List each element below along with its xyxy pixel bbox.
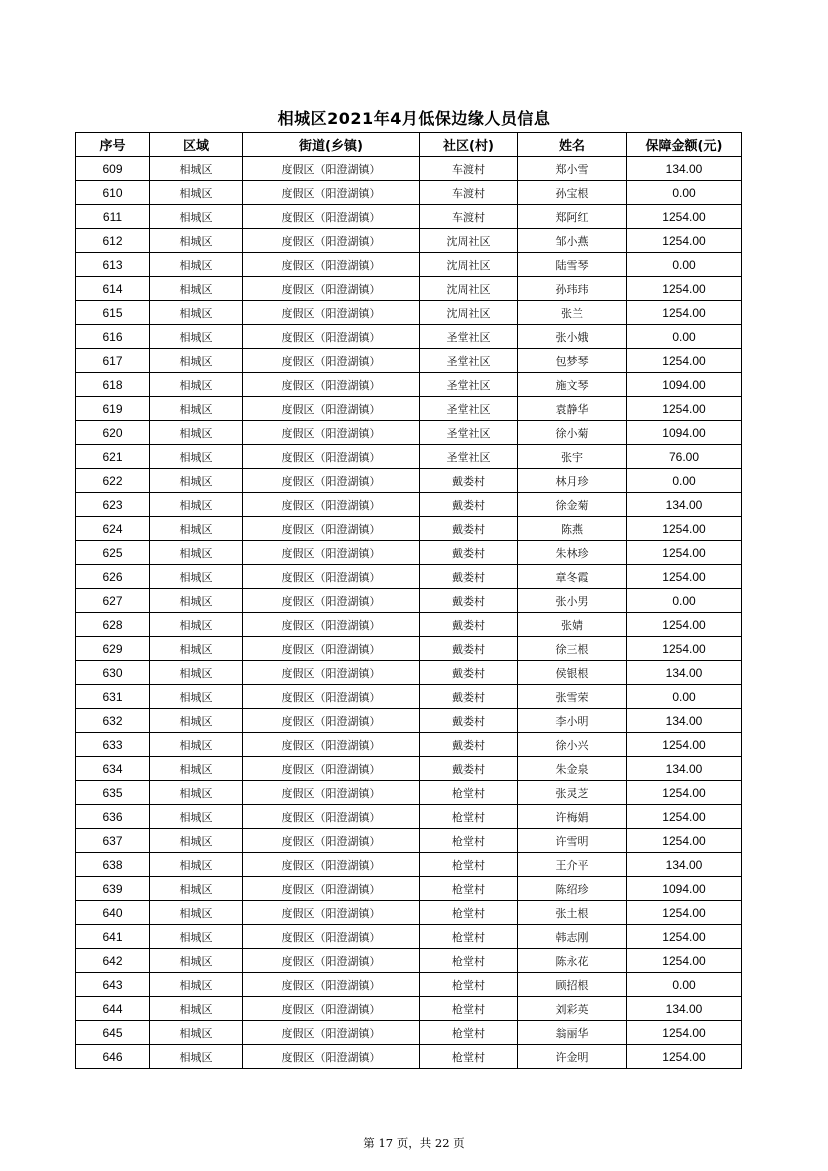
table-row	[76, 181, 742, 205]
table-row	[76, 325, 742, 349]
cell-name: 张土根	[518, 901, 627, 925]
cell-street: 度假区（阳澄湖镇）	[243, 1021, 420, 1045]
cell-street: 度假区（阳澄湖镇）	[243, 397, 420, 421]
cell-name: 张灵芝	[518, 781, 627, 805]
cell-community: 戴娄村	[420, 469, 518, 493]
table-row	[76, 517, 742, 541]
page-footer: 第 17 页，共 22 页	[363, 1136, 465, 1150]
table-row	[76, 901, 742, 925]
table-header-row	[76, 133, 742, 157]
cell-community: 戴娄村	[420, 685, 518, 709]
cell-community: 枪堂村	[420, 949, 518, 973]
cell-district: 相城区	[150, 901, 243, 925]
cell-serial: 617	[76, 349, 150, 373]
cell-name: 陈永花	[518, 949, 627, 973]
cell-district: 相城区	[150, 277, 243, 301]
cell-amount: 134.00	[627, 493, 742, 517]
cell-district: 相城区	[150, 373, 243, 397]
cell-serial: 622	[76, 469, 150, 493]
cell-serial: 620	[76, 421, 150, 445]
cell-serial: 628	[76, 613, 150, 637]
cell-community: 车渡村	[420, 205, 518, 229]
cell-amount: 134.00	[627, 157, 742, 181]
cell-serial: 644	[76, 997, 150, 1021]
cell-street: 度假区（阳澄湖镇）	[243, 229, 420, 253]
cell-serial: 632	[76, 709, 150, 733]
table-row	[76, 565, 742, 589]
cell-district: 相城区	[150, 421, 243, 445]
cell-community: 沈周社区	[420, 253, 518, 277]
cell-name: 陆雪琴	[518, 253, 627, 277]
cell-serial: 626	[76, 565, 150, 589]
cell-amount: 1254.00	[627, 925, 742, 949]
cell-amount: 1094.00	[627, 877, 742, 901]
cell-district: 相城区	[150, 1045, 243, 1069]
cell-community: 枪堂村	[420, 781, 518, 805]
table-row	[76, 397, 742, 421]
cell-community: 戴娄村	[420, 517, 518, 541]
table-row	[76, 973, 742, 997]
document-title: 相城区2021年4月低保边缘人员信息	[277, 109, 551, 128]
cell-amount: 0.00	[627, 469, 742, 493]
cell-amount: 0.00	[627, 253, 742, 277]
cell-street: 度假区（阳澄湖镇）	[243, 781, 420, 805]
cell-serial: 624	[76, 517, 150, 541]
cell-street: 度假区（阳澄湖镇）	[243, 973, 420, 997]
cell-street: 度假区（阳澄湖镇）	[243, 1045, 420, 1069]
cell-community: 戴娄村	[420, 589, 518, 613]
table-row	[76, 925, 742, 949]
cell-name: 侯银根	[518, 661, 627, 685]
cell-community: 戴娄村	[420, 541, 518, 565]
cell-community: 圣堂社区	[420, 445, 518, 469]
cell-name: 刘彩英	[518, 997, 627, 1021]
cell-district: 相城区	[150, 997, 243, 1021]
header-serial: 序号	[76, 133, 150, 157]
cell-name: 韩志刚	[518, 925, 627, 949]
cell-community: 圣堂社区	[420, 421, 518, 445]
cell-district: 相城区	[150, 829, 243, 853]
cell-serial: 610	[76, 181, 150, 205]
cell-serial: 621	[76, 445, 150, 469]
cell-community: 戴娄村	[420, 733, 518, 757]
cell-amount: 76.00	[627, 445, 742, 469]
cell-district: 相城区	[150, 397, 243, 421]
cell-street: 度假区（阳澄湖镇）	[243, 181, 420, 205]
cell-serial: 611	[76, 205, 150, 229]
cell-street: 度假区（阳澄湖镇）	[243, 277, 420, 301]
cell-street: 度假区（阳澄湖镇）	[243, 949, 420, 973]
cell-serial: 618	[76, 373, 150, 397]
table-row	[76, 205, 742, 229]
cell-serial: 616	[76, 325, 150, 349]
cell-district: 相城区	[150, 781, 243, 805]
cell-name: 许梅娟	[518, 805, 627, 829]
cell-amount: 1254.00	[627, 901, 742, 925]
cell-name: 张兰	[518, 301, 627, 325]
cell-amount: 134.00	[627, 853, 742, 877]
cell-name: 张宇	[518, 445, 627, 469]
cell-street: 度假区（阳澄湖镇）	[243, 877, 420, 901]
cell-serial: 640	[76, 901, 150, 925]
cell-name: 翁丽华	[518, 1021, 627, 1045]
cell-name: 顾招根	[518, 973, 627, 997]
cell-district: 相城区	[150, 589, 243, 613]
cell-street: 度假区（阳澄湖镇）	[243, 901, 420, 925]
cell-name: 许雪明	[518, 829, 627, 853]
table-row	[76, 853, 742, 877]
cell-name: 章冬霞	[518, 565, 627, 589]
cell-street: 度假区（阳澄湖镇）	[243, 517, 420, 541]
cell-amount: 134.00	[627, 757, 742, 781]
cell-street: 度假区（阳澄湖镇）	[243, 373, 420, 397]
cell-name: 邹小燕	[518, 229, 627, 253]
cell-street: 度假区（阳澄湖镇）	[243, 925, 420, 949]
table-row	[76, 949, 742, 973]
cell-district: 相城区	[150, 229, 243, 253]
cell-district: 相城区	[150, 661, 243, 685]
cell-community: 枪堂村	[420, 1045, 518, 1069]
cell-name: 郑阿红	[518, 205, 627, 229]
cell-amount: 1094.00	[627, 421, 742, 445]
cell-serial: 609	[76, 157, 150, 181]
cell-district: 相城区	[150, 949, 243, 973]
cell-district: 相城区	[150, 925, 243, 949]
cell-amount: 1254.00	[627, 565, 742, 589]
cell-street: 度假区（阳澄湖镇）	[243, 661, 420, 685]
cell-street: 度假区（阳澄湖镇）	[243, 589, 420, 613]
cell-street: 度假区（阳澄湖镇）	[243, 421, 420, 445]
cell-district: 相城区	[150, 253, 243, 277]
cell-name: 孙宝根	[518, 181, 627, 205]
cell-street: 度假区（阳澄湖镇）	[243, 253, 420, 277]
cell-name: 许金明	[518, 1045, 627, 1069]
cell-district: 相城区	[150, 493, 243, 517]
cell-district: 相城区	[150, 973, 243, 997]
cell-district: 相城区	[150, 685, 243, 709]
cell-amount: 1254.00	[627, 517, 742, 541]
cell-amount: 1254.00	[627, 397, 742, 421]
cell-district: 相城区	[150, 325, 243, 349]
cell-district: 相城区	[150, 541, 243, 565]
cell-amount: 1254.00	[627, 541, 742, 565]
cell-street: 度假区（阳澄湖镇）	[243, 325, 420, 349]
cell-serial: 635	[76, 781, 150, 805]
cell-community: 枪堂村	[420, 925, 518, 949]
cell-serial: 637	[76, 829, 150, 853]
cell-community: 戴娄村	[420, 757, 518, 781]
cell-name: 袁静华	[518, 397, 627, 421]
cell-serial: 614	[76, 277, 150, 301]
table-row	[76, 733, 742, 757]
table-row	[76, 685, 742, 709]
cell-street: 度假区（阳澄湖镇）	[243, 157, 420, 181]
table-row	[76, 661, 742, 685]
table-row	[76, 757, 742, 781]
cell-street: 度假区（阳澄湖镇）	[243, 493, 420, 517]
cell-amount: 1254.00	[627, 1045, 742, 1069]
table-row	[76, 541, 742, 565]
cell-district: 相城区	[150, 733, 243, 757]
cell-serial: 641	[76, 925, 150, 949]
table-row	[76, 445, 742, 469]
cell-amount: 1254.00	[627, 301, 742, 325]
cell-community: 枪堂村	[420, 973, 518, 997]
cell-district: 相城区	[150, 1021, 243, 1045]
cell-district: 相城区	[150, 805, 243, 829]
cell-district: 相城区	[150, 349, 243, 373]
table-row	[76, 829, 742, 853]
cell-amount: 0.00	[627, 685, 742, 709]
table-row	[76, 781, 742, 805]
cell-district: 相城区	[150, 565, 243, 589]
cell-serial: 636	[76, 805, 150, 829]
cell-amount: 1254.00	[627, 277, 742, 301]
cell-name: 陈燕	[518, 517, 627, 541]
table-row	[76, 709, 742, 733]
cell-street: 度假区（阳澄湖镇）	[243, 301, 420, 325]
cell-name: 王介平	[518, 853, 627, 877]
cell-district: 相城区	[150, 877, 243, 901]
cell-name: 徐三根	[518, 637, 627, 661]
cell-serial: 613	[76, 253, 150, 277]
table-row	[76, 493, 742, 517]
table-row	[76, 877, 742, 901]
cell-community: 枪堂村	[420, 853, 518, 877]
cell-amount: 1254.00	[627, 205, 742, 229]
cell-amount: 1254.00	[627, 1021, 742, 1045]
cell-street: 度假区（阳澄湖镇）	[243, 805, 420, 829]
cell-community: 沈周社区	[420, 301, 518, 325]
cell-community: 车渡村	[420, 157, 518, 181]
cell-street: 度假区（阳澄湖镇）	[243, 469, 420, 493]
cell-amount: 0.00	[627, 973, 742, 997]
cell-serial: 638	[76, 853, 150, 877]
cell-amount: 1254.00	[627, 349, 742, 373]
cell-amount: 0.00	[627, 589, 742, 613]
cell-district: 相城区	[150, 637, 243, 661]
cell-street: 度假区（阳澄湖镇）	[243, 541, 420, 565]
cell-street: 度假区（阳澄湖镇）	[243, 205, 420, 229]
cell-district: 相城区	[150, 301, 243, 325]
cell-name: 徐小菊	[518, 421, 627, 445]
cell-name: 陈绍珍	[518, 877, 627, 901]
cell-street: 度假区（阳澄湖镇）	[243, 709, 420, 733]
cell-amount: 1254.00	[627, 781, 742, 805]
table-row	[76, 229, 742, 253]
cell-amount: 1094.00	[627, 373, 742, 397]
cell-name: 孙玮玮	[518, 277, 627, 301]
cell-community: 圣堂社区	[420, 373, 518, 397]
cell-community: 圣堂社区	[420, 397, 518, 421]
cell-community: 戴娄村	[420, 565, 518, 589]
header-street: 街道(乡镇)	[243, 133, 420, 157]
cell-community: 枪堂村	[420, 805, 518, 829]
cell-district: 相城区	[150, 469, 243, 493]
cell-amount: 1254.00	[627, 829, 742, 853]
cell-district: 相城区	[150, 205, 243, 229]
table-row	[76, 1021, 742, 1045]
cell-serial: 645	[76, 1021, 150, 1045]
cell-community: 车渡村	[420, 181, 518, 205]
cell-community: 戴娄村	[420, 493, 518, 517]
table-body	[76, 157, 742, 1069]
cell-serial: 612	[76, 229, 150, 253]
cell-street: 度假区（阳澄湖镇）	[243, 685, 420, 709]
cell-serial: 639	[76, 877, 150, 901]
table-row	[76, 301, 742, 325]
cell-street: 度假区（阳澄湖镇）	[243, 733, 420, 757]
cell-street: 度假区（阳澄湖镇）	[243, 997, 420, 1021]
cell-name: 李小明	[518, 709, 627, 733]
cell-serial: 623	[76, 493, 150, 517]
cell-district: 相城区	[150, 445, 243, 469]
table-row	[76, 613, 742, 637]
cell-serial: 619	[76, 397, 150, 421]
cell-name: 徐金菊	[518, 493, 627, 517]
cell-street: 度假区（阳澄湖镇）	[243, 445, 420, 469]
cell-street: 度假区（阳澄湖镇）	[243, 757, 420, 781]
cell-district: 相城区	[150, 853, 243, 877]
cell-community: 枪堂村	[420, 829, 518, 853]
cell-name: 张小男	[518, 589, 627, 613]
cell-serial: 642	[76, 949, 150, 973]
cell-amount: 0.00	[627, 325, 742, 349]
cell-name: 朱金泉	[518, 757, 627, 781]
cell-name: 徐小兴	[518, 733, 627, 757]
cell-amount: 134.00	[627, 661, 742, 685]
table-row	[76, 157, 742, 181]
cell-community: 枪堂村	[420, 997, 518, 1021]
cell-street: 度假区（阳澄湖镇）	[243, 637, 420, 661]
cell-name: 包梦琴	[518, 349, 627, 373]
table-row	[76, 637, 742, 661]
table-row	[76, 805, 742, 829]
cell-community: 沈周社区	[420, 277, 518, 301]
table-row	[76, 421, 742, 445]
cell-amount: 1254.00	[627, 637, 742, 661]
cell-serial: 633	[76, 733, 150, 757]
cell-serial: 634	[76, 757, 150, 781]
cell-amount: 1254.00	[627, 229, 742, 253]
cell-community: 沈周社区	[420, 229, 518, 253]
cell-community: 戴娄村	[420, 661, 518, 685]
cell-community: 戴娄村	[420, 613, 518, 637]
cell-amount: 1254.00	[627, 613, 742, 637]
cell-serial: 627	[76, 589, 150, 613]
table-row	[76, 373, 742, 397]
cell-serial: 615	[76, 301, 150, 325]
cell-name: 朱林珍	[518, 541, 627, 565]
table-row	[76, 589, 742, 613]
cell-community: 戴娄村	[420, 637, 518, 661]
table-row	[76, 997, 742, 1021]
cell-name: 郑小雪	[518, 157, 627, 181]
cell-district: 相城区	[150, 613, 243, 637]
cell-serial: 625	[76, 541, 150, 565]
cell-amount: 1254.00	[627, 949, 742, 973]
cell-amount: 134.00	[627, 709, 742, 733]
cell-name: 张雪荣	[518, 685, 627, 709]
table-row	[76, 253, 742, 277]
cell-serial: 629	[76, 637, 150, 661]
table-row	[76, 349, 742, 373]
cell-street: 度假区（阳澄湖镇）	[243, 613, 420, 637]
cell-community: 枪堂村	[420, 1021, 518, 1045]
cell-street: 度假区（阳澄湖镇）	[243, 829, 420, 853]
recipient-table	[75, 132, 742, 1069]
header-amount: 保障金额(元)	[627, 133, 742, 157]
cell-amount: 134.00	[627, 997, 742, 1021]
cell-district: 相城区	[150, 757, 243, 781]
header-name: 姓名	[518, 133, 627, 157]
table-row	[76, 1045, 742, 1069]
cell-name: 施文琴	[518, 373, 627, 397]
cell-amount: 1254.00	[627, 733, 742, 757]
cell-amount: 1254.00	[627, 805, 742, 829]
cell-district: 相城区	[150, 181, 243, 205]
header-district: 区域	[150, 133, 243, 157]
cell-serial: 646	[76, 1045, 150, 1069]
cell-name: 张小娥	[518, 325, 627, 349]
table-row	[76, 277, 742, 301]
cell-district: 相城区	[150, 517, 243, 541]
cell-street: 度假区（阳澄湖镇）	[243, 349, 420, 373]
cell-name: 张婧	[518, 613, 627, 637]
table-row	[76, 469, 742, 493]
cell-community: 圣堂社区	[420, 325, 518, 349]
cell-amount: 0.00	[627, 181, 742, 205]
cell-name: 林月珍	[518, 469, 627, 493]
header-community: 社区(村)	[420, 133, 518, 157]
cell-community: 枪堂村	[420, 901, 518, 925]
cell-community: 枪堂村	[420, 877, 518, 901]
cell-serial: 630	[76, 661, 150, 685]
cell-community: 圣堂社区	[420, 349, 518, 373]
cell-serial: 631	[76, 685, 150, 709]
cell-serial: 643	[76, 973, 150, 997]
cell-street: 度假区（阳澄湖镇）	[243, 565, 420, 589]
cell-district: 相城区	[150, 157, 243, 181]
cell-street: 度假区（阳澄湖镇）	[243, 853, 420, 877]
cell-community: 戴娄村	[420, 709, 518, 733]
cell-district: 相城区	[150, 709, 243, 733]
